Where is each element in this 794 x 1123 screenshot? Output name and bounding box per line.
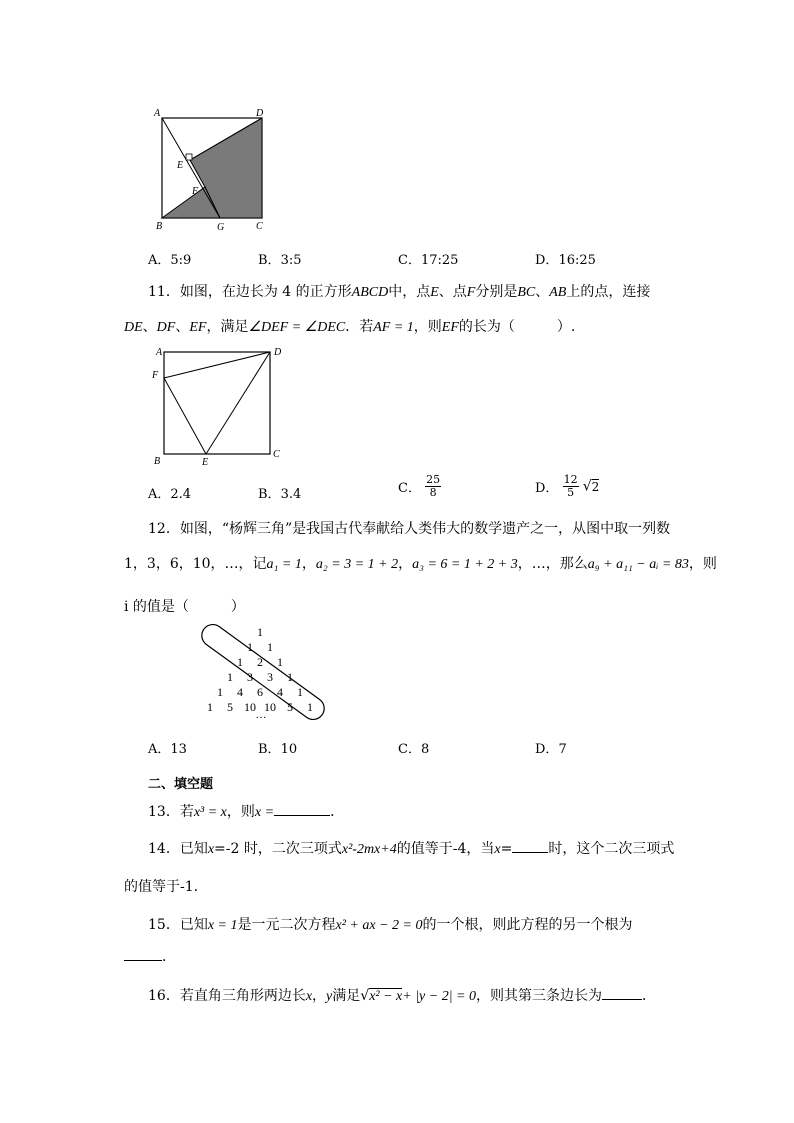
q16-answer-blank[interactable] xyxy=(602,985,642,1000)
q10-option-b[interactable]: B．3:5 xyxy=(258,253,302,268)
q14-line2: 的值等于-1. xyxy=(124,879,199,895)
q10-option-d[interactable]: D．16:25 xyxy=(535,253,596,268)
q12-line3: i 的值是（ ） xyxy=(124,599,245,615)
label-g: G xyxy=(217,222,225,233)
q12-option-d[interactable]: D．7 xyxy=(535,742,567,757)
sqrt-icon: √ xyxy=(582,478,592,495)
q15-line1: 15．已知x = 1是一元二次方程x² + ax − 2 = 0的一个根，则此方程的另一个根为 xyxy=(148,917,633,933)
line-df xyxy=(164,352,270,378)
right-angle-mark xyxy=(186,154,192,160)
pascal-number: 1 xyxy=(267,640,273,654)
pascal-number: 1 xyxy=(277,655,283,669)
pascal-number: 1 xyxy=(297,685,303,699)
pascal-number: 1 xyxy=(257,625,263,639)
q11-option-d[interactable]: D． $\frac{12}{5}$ √2 xyxy=(535,473,600,499)
pascal-number: 4 xyxy=(237,685,243,699)
label-c: C xyxy=(256,221,263,232)
label-e: E xyxy=(202,457,209,468)
label-b: B xyxy=(154,456,161,467)
pascal-number: 3 xyxy=(267,670,273,684)
q12-option-b[interactable]: B．10 xyxy=(258,742,298,757)
pascal-number: 6 xyxy=(257,685,263,699)
q12-line2: 1，3，6，10，…，记a₁ = 1，a₂ = 3 = 1 + 2，a₃ = 6 = 1 + 2 + 3，…，那么a₉ + a₁₁ − aᵢ = 83，则 xyxy=(124,556,717,572)
q12-option-c[interactable]: C．8 xyxy=(398,742,430,757)
q12-option-a[interactable]: A．13 xyxy=(148,742,187,757)
pascal-number: 5 xyxy=(287,700,293,714)
label-d: D xyxy=(256,108,264,119)
label-c: C xyxy=(273,449,280,460)
q13-answer-blank[interactable] xyxy=(274,801,330,816)
q10-option-a[interactable]: A．5:9 xyxy=(148,253,192,268)
q12-line1: 12．如图，“杨辉三角”是我国古代奉献给人类伟大的数学遗产之一，从图中取一列数 xyxy=(148,521,671,537)
pascal-number: 2 xyxy=(257,655,263,669)
pascal-ellipsis: … xyxy=(255,709,267,721)
q15-answer-blank[interactable] xyxy=(124,946,162,961)
pascal-number: 1 xyxy=(237,655,243,669)
pascal-number: 4 xyxy=(277,685,283,699)
label-f: F xyxy=(192,186,199,197)
pascal-number: 1 xyxy=(287,670,293,684)
pascal-number: 1 xyxy=(307,700,313,714)
label-f: F xyxy=(152,370,159,381)
pascal-number: 1 xyxy=(227,670,233,684)
section-heading-fill-blank: 二、填空题 xyxy=(148,777,214,792)
figure-pascal-triangle xyxy=(150,620,380,725)
label-d: D xyxy=(274,347,282,358)
q16: 16．若直角三角形两边长x，y满足√x² − x+ |y − 2| = 0，则其第三条边长为 ． xyxy=(148,985,656,1006)
q11-line1: 11．如图，在边长为 4 的正方形ABCD中，点E、点F分别是BC、AB上的点，连接 xyxy=(148,284,651,300)
q11-option-b[interactable]: B．3.4 xyxy=(258,487,302,502)
pascal-number: 5 xyxy=(227,700,233,714)
q11-option-a[interactable]: A．2.4 xyxy=(148,487,192,502)
q10-option-c[interactable]: C．17:25 xyxy=(398,253,459,268)
q11-line2: DE、DF、EF，满足∠DEF = ∠DEC．若AF = 1，则EF的长为（ ）. xyxy=(124,319,576,335)
figure-q10 xyxy=(150,105,280,235)
fraction-25-8: $\frac{25}{8}$ xyxy=(426,473,441,499)
pascal-number: 1 xyxy=(207,700,213,714)
pascal-number: 1 xyxy=(217,685,223,699)
figure-q11 xyxy=(148,343,288,468)
label-a: A xyxy=(154,108,161,119)
q11-option-c[interactable]: C． $\frac{25}{8}$ xyxy=(398,473,441,499)
q15-line2: ． xyxy=(124,946,176,966)
q14-line1: 14．已知x=-2 时，二次三项式x²-2mx+4的值等于-4，当x= 时，这个二次三项式 xyxy=(148,838,674,859)
line-fe xyxy=(164,378,206,454)
q13: 13．若x³ = x，则x = ． xyxy=(148,801,344,822)
sqrt-icon: √ xyxy=(360,988,370,1004)
line-de xyxy=(206,352,270,454)
pascal-number: 3 xyxy=(247,670,253,684)
pascal-numbers xyxy=(207,625,313,714)
pascal-number: 1 xyxy=(247,640,253,654)
pascal-number: 10 xyxy=(264,700,276,714)
label-a: A xyxy=(156,347,163,358)
fraction-12-5: $\frac{12}{5}$ xyxy=(563,473,578,499)
pascal-number: 10 xyxy=(244,700,256,714)
square-abcd xyxy=(164,352,270,454)
label-e: E xyxy=(177,160,184,171)
q14-answer-blank[interactable] xyxy=(512,838,548,853)
label-b: B xyxy=(156,221,163,232)
